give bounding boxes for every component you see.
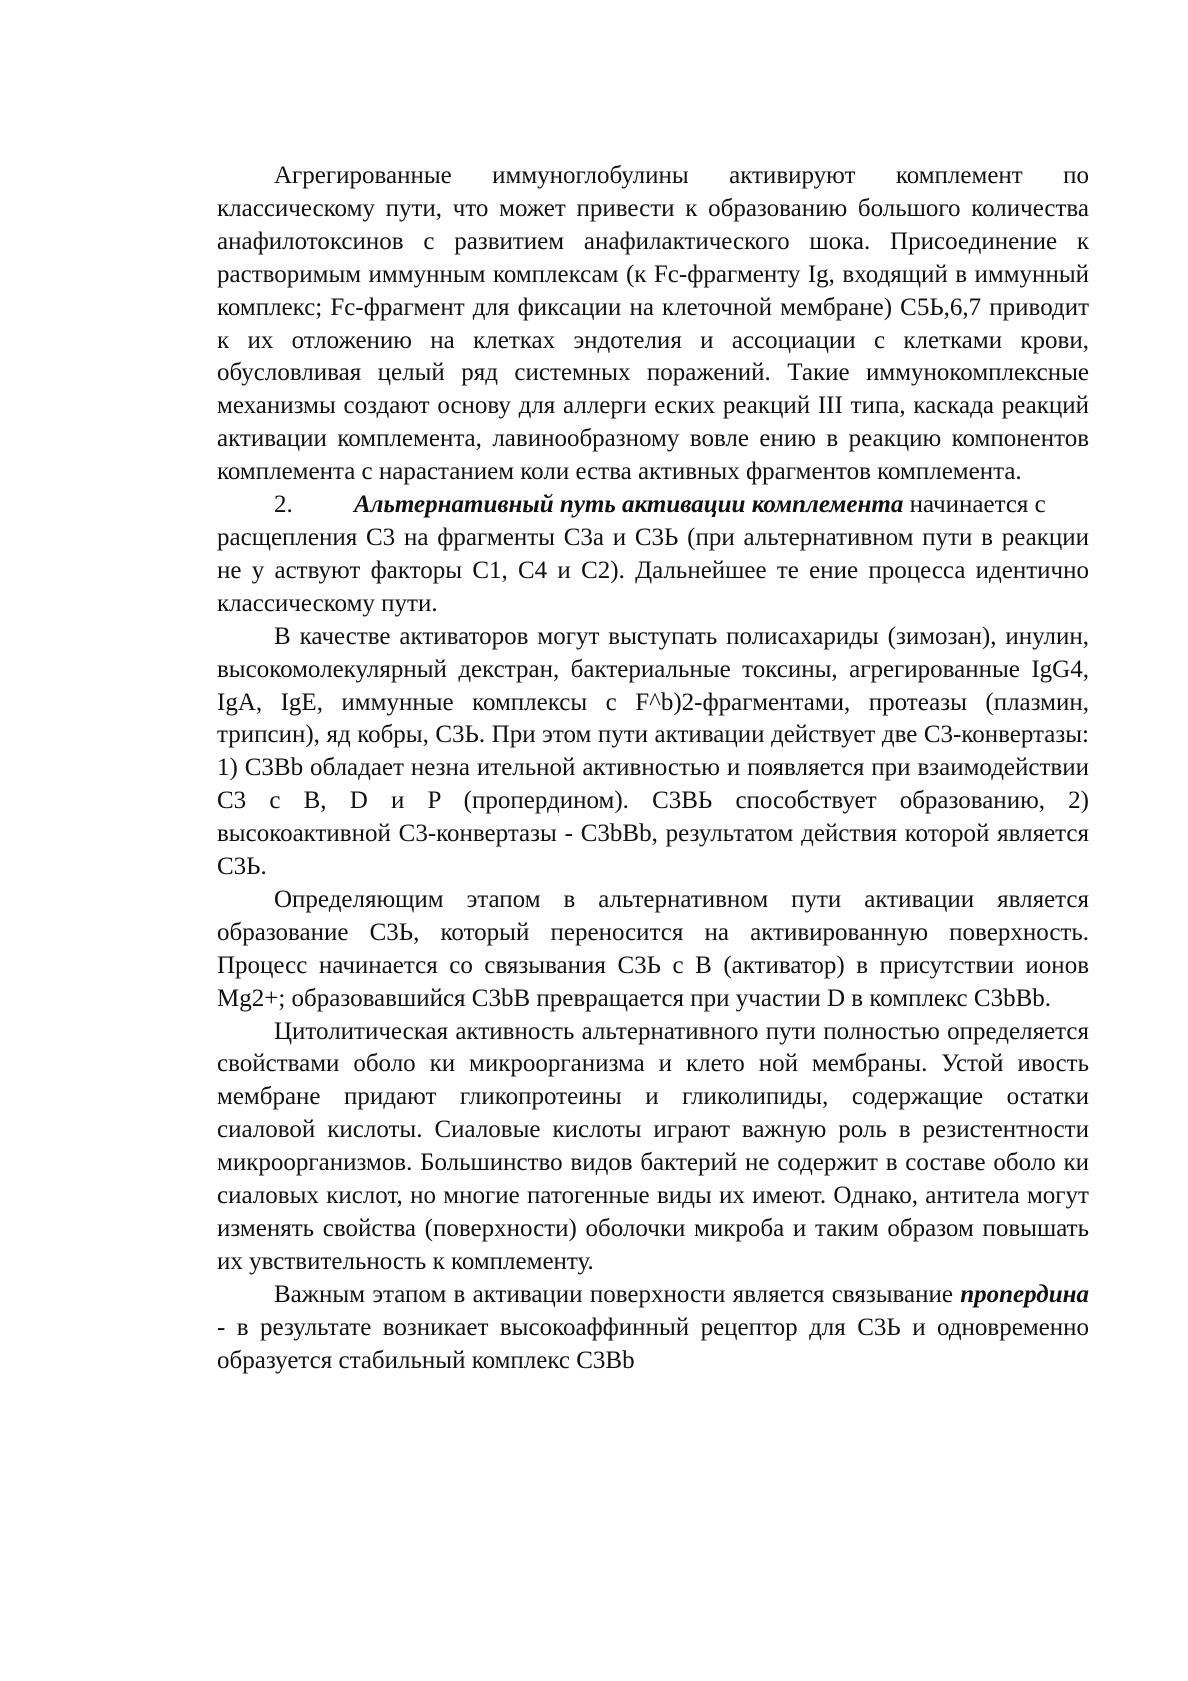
paragraph-activators: В качестве активаторов могут выступать полисахариды (зимозан), инулин, высокомолекулярный декстран, бактериальные токсины, агрегированные IgG4, IgA, IgE, иммунные комплексы с F^b)2-фрагментами, протеазы (плазмин, трипсин), яд кобры, C3Ь. При этом пути активации действует две C3-конвертазы: 1) C3Bb обладает незна ительной активностью и появляется при взаимодействии C3 с B, D и P (пропердином). C3BЬ способствует образованию, 2) высокоактивной C3-конвертазы - C3bBb, результатом действия которой является C3Ь.: [217, 622, 1089, 881]
paragraph-cytolytic-activity: Цитолитическая активность альтернативного пути полностью определяется свойствами оболо ки микроорганизма и клето ной мембраны. Устой ивость мембране придают гликопротеины и гликолипиды, содержащие остатки сиаловой кислоты. Сиаловые кислоты играют важную роль в резистентности микроорганизмов. Большинство видов бактерий не содержит в составе оболо ки сиаловых кислот, но многие патогенные виды их имеют. Однако, антитела могут изменять свойства (поверхности) оболочки микроба и таким образом повышать их увствительность к комплементу.: [217, 1017, 1089, 1275]
list-number: 2.: [274, 491, 293, 519]
paragraph-properdin: [217, 1279, 1089, 1378]
term-alternative-pathway: Альтернативный путь активации комплемента: [354, 491, 904, 519]
properdin-lead: Важным этапом в активации поверхности является связывание: [274, 1280, 953, 1308]
properdin-text: - в результате возникает высокоаффинный рецептор для C3Ь и одновременно образуется стабильный комплекс C3Bb: [217, 1313, 1089, 1374]
paragraph-defining-stage: Определяющим этапом в альтернативном пути активации является образование C3Ь, который переносится на активированную поверхность. Процесс начинается со связывания C3Ь с B (активатор) в присутствии ионов Mg2+; образовавшийся C3bB превращается при участии D в комплекс C3bBb.: [217, 885, 1089, 1012]
document-page: [217, 160, 1089, 1378]
paragraph-alternative-pathway: [217, 489, 1147, 621]
alternative-pathway-text: расщепления C3 на фрагменты C3a и C3Ь (при альтернативном пути в реакции не у аствуют факторы C1, C4 и C2). Дальнейшее те ение процесса идентично классическому пути.: [217, 523, 1089, 617]
paragraph-aggregated-immunoglobulins: Агрегированные иммуноглобулины активируют комплемент по классическому пути, что может привести к образованию большого количества анафилотоксинов с развитием анафилактического шока. Присоединение к растворимым иммунным комплексам (к Fc-фрагменту Ig, входящий в иммунный комплекс; Fc-фрагмент для фиксации на клеточной мембране) C5Ь,6,7 приводит к их отложению на клетках эндотелия и ассоциации с клетками крови, обусловливая целый ряд системных поражений. Такие иммунокомплексные механизмы создают основу для аллерги еских реакций III типа, каскада реакций активации комплемента, лавинообразному вовле ению в реакцию компонентов комплемента с нарастанием коли ества активных фрагментов комплемента.: [217, 162, 1089, 486]
alternative-pathway-first-line: начинается с: [909, 491, 1046, 519]
term-properdin: пропердина: [960, 1280, 1089, 1308]
